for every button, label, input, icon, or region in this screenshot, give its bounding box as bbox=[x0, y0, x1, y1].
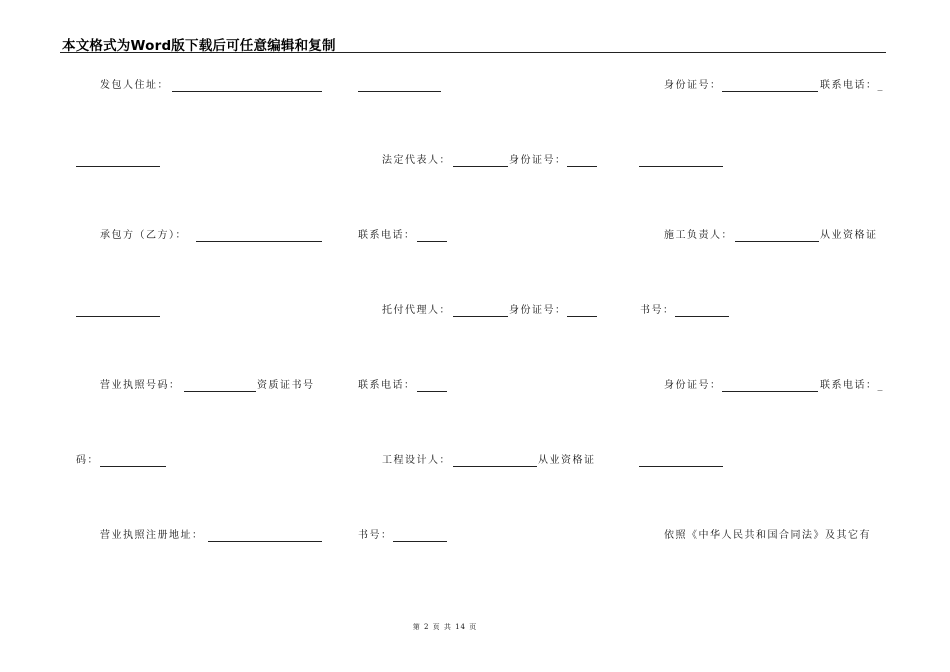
id-number-field[interactable] bbox=[567, 316, 597, 317]
construction-manager-label: 施工负责人： bbox=[664, 230, 733, 241]
contract-law-clause-text: 依照《中华人民共和国合同法》及其它有 bbox=[664, 530, 871, 541]
id-number-label: 身份证号： bbox=[509, 305, 567, 316]
certificate-number-field[interactable] bbox=[675, 316, 729, 317]
construction-manager-field[interactable] bbox=[735, 241, 819, 242]
id-number-label: 身份证号： bbox=[664, 380, 722, 391]
qualification-cert-label: 从业资格证 bbox=[820, 230, 878, 241]
id-number-field[interactable] bbox=[722, 391, 818, 392]
contact-phone-field[interactable] bbox=[417, 391, 447, 392]
id-number-field-continued[interactable] bbox=[639, 166, 723, 167]
contractor-address-field-continued[interactable] bbox=[358, 91, 441, 92]
contractee-label: 承包方（乙方）： bbox=[100, 230, 187, 241]
contact-phone-field[interactable] bbox=[417, 241, 447, 242]
id-number-label: 身份证号： bbox=[509, 155, 567, 166]
business-registered-address-field[interactable] bbox=[208, 541, 322, 542]
certificate-number-field[interactable] bbox=[393, 541, 447, 542]
business-license-number-label: 营业执照号码： bbox=[100, 380, 181, 391]
qualification-cert-field[interactable] bbox=[639, 466, 723, 467]
qualification-cert-field[interactable] bbox=[76, 316, 160, 317]
id-number-label: 身份证号： bbox=[664, 80, 722, 91]
id-number-field[interactable] bbox=[722, 91, 818, 92]
contact-phone-label: 联系电话：_ bbox=[820, 80, 884, 91]
contact-phone-field[interactable] bbox=[76, 166, 160, 167]
certificate-number-label: 书号： bbox=[640, 305, 675, 316]
legal-representative-label: 法定代表人： bbox=[382, 155, 451, 166]
contact-phone-label: 联系电话： bbox=[358, 230, 416, 241]
contact-phone-label: 联系电话：_ bbox=[820, 380, 884, 391]
engineering-designer-field[interactable] bbox=[453, 466, 537, 467]
id-number-field[interactable] bbox=[567, 166, 597, 167]
page-number: 第 2 页 共 14 页 bbox=[412, 623, 478, 631]
header-divider bbox=[60, 52, 886, 53]
certificate-number-label: 书号： bbox=[358, 530, 393, 541]
contractor-address-field[interactable] bbox=[172, 91, 322, 92]
authorized-agent-label: 托付代理人： bbox=[382, 305, 451, 316]
cert-number-suffix-label: 码： bbox=[76, 455, 99, 466]
contractor-address-label: 发包人住址： bbox=[100, 80, 169, 91]
document-header-title: 本文格式为Word版下载后可任意编辑和复制 bbox=[62, 38, 336, 54]
qualification-cert-label: 从业资格证 bbox=[538, 455, 596, 466]
contact-phone-label: 联系电话： bbox=[358, 380, 416, 391]
business-registered-address-label: 营业执照注册地址： bbox=[100, 530, 204, 541]
legal-representative-field[interactable] bbox=[453, 166, 508, 167]
business-license-number-field[interactable] bbox=[184, 391, 256, 392]
authorized-agent-field[interactable] bbox=[453, 316, 508, 317]
engineering-designer-label: 工程设计人： bbox=[382, 455, 451, 466]
contractee-field[interactable] bbox=[196, 241, 322, 242]
qualification-cert-number-field[interactable] bbox=[100, 466, 166, 467]
qualification-cert-number-label: 资质证书号 bbox=[257, 380, 315, 391]
